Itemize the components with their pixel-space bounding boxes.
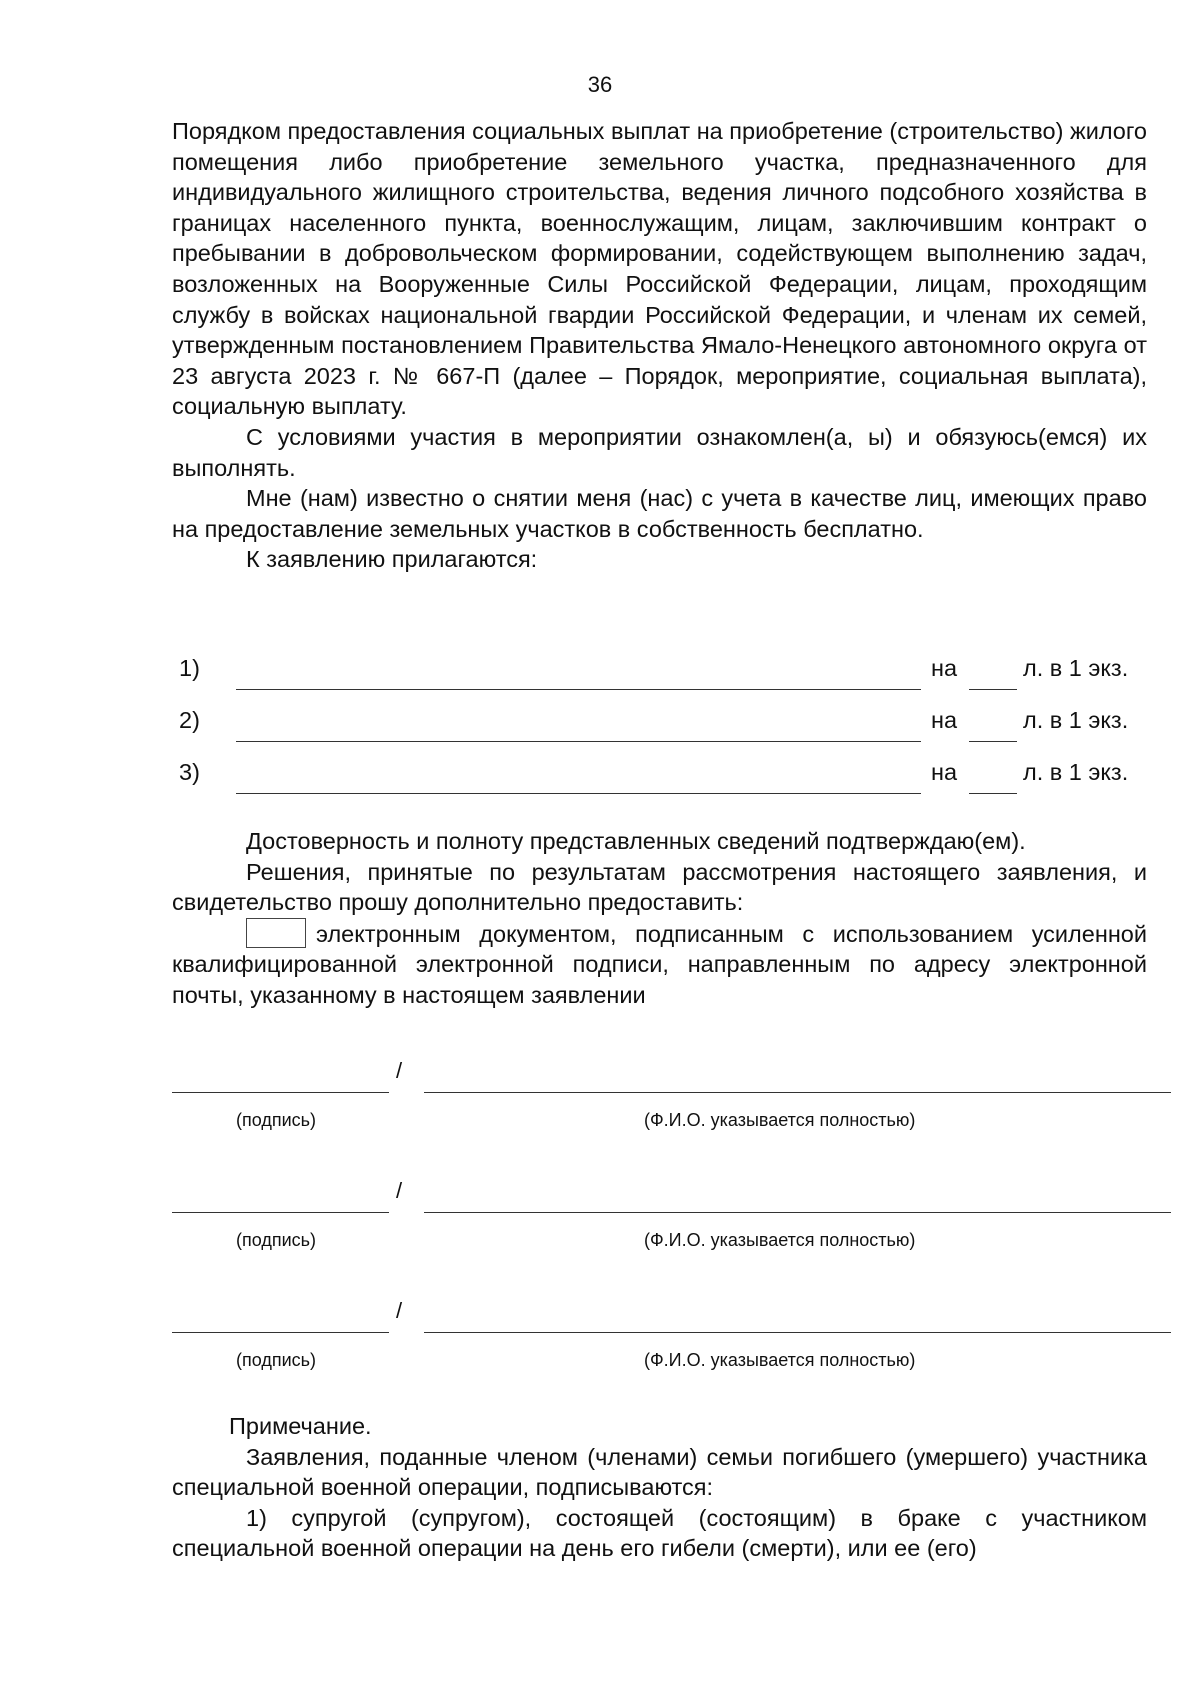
signature-caption: (подпись)	[236, 1110, 317, 1130]
paragraph-confirmation: Достоверность и полноту представленных сведений подтверждаю(ем).	[246, 828, 1026, 854]
attachment-copies-label: л. в 1 экз.	[1023, 707, 1129, 733]
attachment-pages-field[interactable]	[969, 793, 1017, 794]
note-paragraph: Заявления, поданные членом (членами) семьи погибшего (умершего) участника специальной военной операции, подписываются:	[172, 1443, 1147, 1501]
signature-field[interactable]	[172, 1212, 389, 1213]
page-number: 36	[587, 72, 613, 97]
electronic-document-checkbox[interactable]	[246, 918, 306, 948]
attachment-name-field[interactable]	[236, 689, 921, 690]
attachment-row	[172, 643, 1152, 695]
attachment-na-label: на	[930, 759, 958, 785]
signature-separator: /	[396, 1178, 403, 1203]
attachment-row	[172, 695, 1152, 747]
paragraph-procedure: Порядком предоставления социальных выплат на приобретение (строительство) жилого помещения либо приобретение земельного участка, предназначенного для индивидуального жилищного строительства, ведения личного подсобного хозяйства в границах населенного пункта, военнослужащим, лицам, заключившим контракт о пребывании в добровольческом формировании, содействующем выполнению задач, возложенных на Вооруженные Силы Российской Федерации, лицам, проходящим службу в войсках национальной гвардии Российской Федерации, и членам их семей, утвержденным постановлением Правительства Ямало-Ненецкого автономного округа от 23 августа 2023 г. № 667-П (далее – Порядок, мероприятие, социальная выплата), социальную выплату.	[172, 118, 1147, 420]
full-name-caption: (Ф.И.О. указывается полностью)	[644, 1350, 916, 1370]
signature-block	[172, 1058, 1172, 1138]
electronic-option-label: электронным документом, подписанным с использованием усиленной квалифицированной электронной подписи, направленным по адресу электронной почты, указанному в настоящем заявлении	[172, 920, 1147, 1008]
full-name-caption: (Ф.И.О. указывается полностью)	[644, 1110, 916, 1130]
attachment-copies-label: л. в 1 экз.	[1023, 655, 1129, 681]
signature-separator: /	[396, 1298, 403, 1323]
signature-separator: /	[396, 1058, 403, 1083]
attachment-pages-field[interactable]	[969, 741, 1017, 742]
signature-field[interactable]	[172, 1332, 389, 1333]
attachment-number: 3)	[179, 759, 200, 785]
attachment-number: 2)	[179, 707, 200, 733]
attachment-na-label: на	[930, 707, 958, 733]
confirmation-text	[172, 826, 1147, 1011]
paragraph-electronic-option	[172, 918, 1147, 1011]
full-name-caption: (Ф.И.О. указывается полностью)	[644, 1230, 916, 1250]
attachment-name-field[interactable]	[236, 741, 921, 742]
attachment-pages-field[interactable]	[969, 689, 1017, 690]
paragraph-registration: Мне (нам) известно о снятии меня (нас) с учета в качестве лиц, имеющих право на предоставление земельных участков в собственность бесплатно.	[172, 485, 1147, 542]
signature-field[interactable]	[172, 1092, 389, 1093]
attachments-list	[172, 643, 1152, 799]
full-name-field[interactable]	[424, 1212, 1171, 1213]
signature-block	[172, 1298, 1172, 1378]
attachment-number: 1)	[179, 655, 200, 681]
attachment-row	[172, 747, 1152, 799]
note-section	[172, 1411, 1147, 1564]
full-name-field[interactable]	[424, 1332, 1171, 1333]
paragraph-conditions: С условиями участия в мероприятии ознакомлен(а, ы) и обязуюсь(емся) их выполнять.	[172, 423, 1147, 481]
attachment-name-field[interactable]	[236, 793, 921, 794]
intro-text	[172, 116, 1147, 575]
note-paragraph: 1) супругой (супругом), состоящей (состоящим) в браке с участником специальной военной операции на день его гибели (смерти), или ее (его)	[172, 1504, 1147, 1562]
note-title: Примечание.	[229, 1413, 372, 1439]
attachment-copies-label: л. в 1 экз.	[1023, 759, 1129, 785]
paragraph-attachments-heading: К заявлению прилагаются:	[246, 546, 538, 573]
full-name-field[interactable]	[424, 1092, 1171, 1093]
signature-caption: (подпись)	[236, 1230, 317, 1250]
attachment-na-label: на	[930, 655, 958, 681]
signature-block	[172, 1178, 1172, 1258]
signature-caption: (подпись)	[236, 1350, 317, 1370]
paragraph-decisions: Решения, принятые по результатам рассмотрения настоящего заявления, и свидетельство прошу дополнительно предоставить:	[172, 858, 1147, 916]
